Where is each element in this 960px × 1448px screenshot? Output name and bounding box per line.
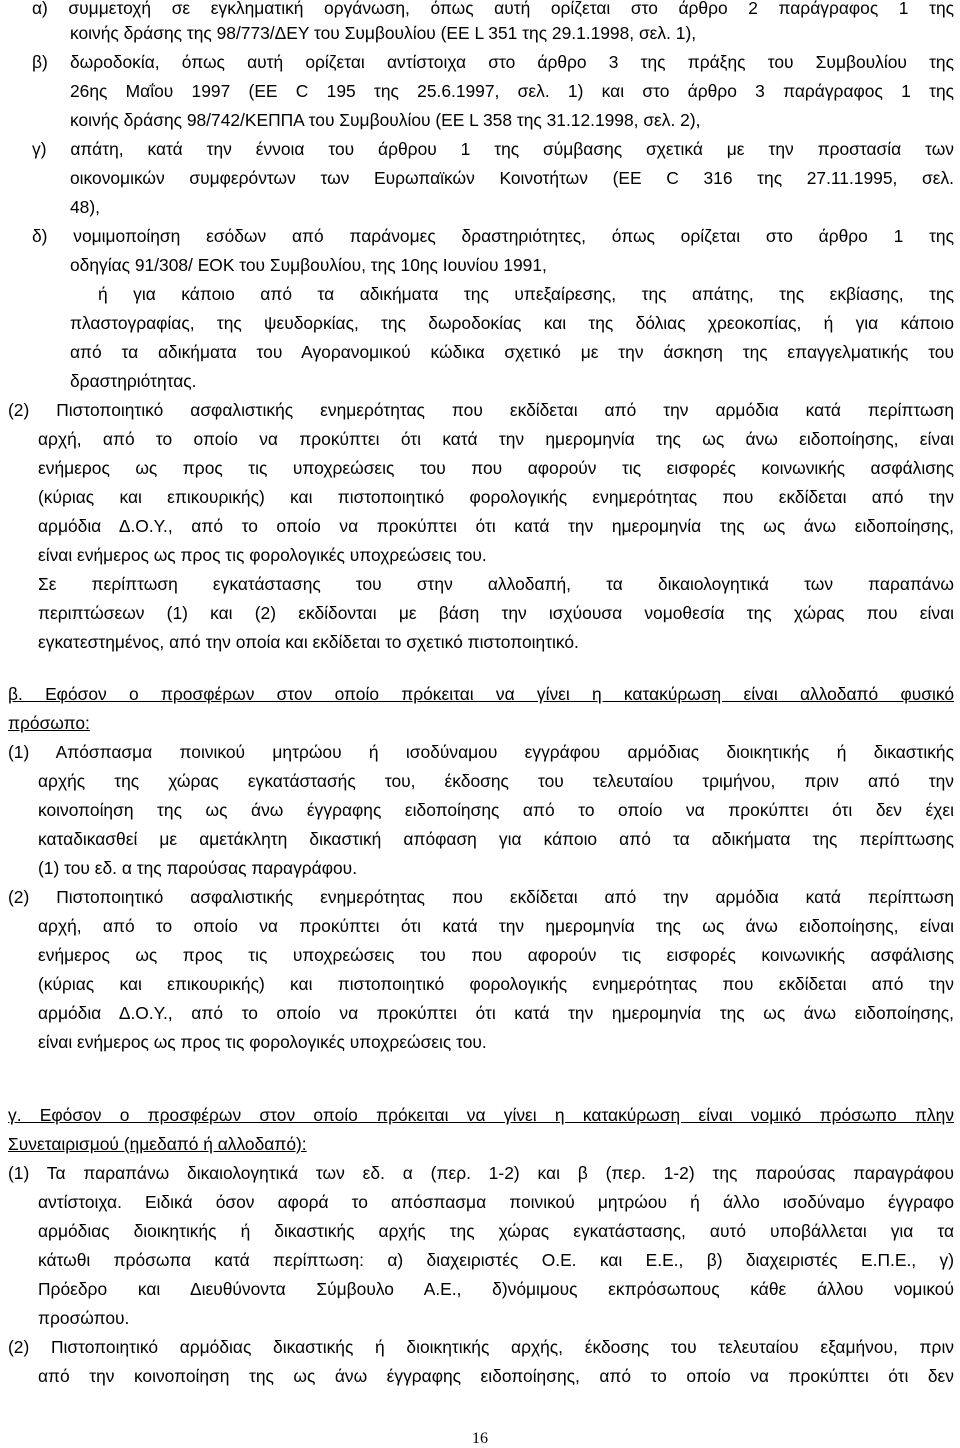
- text-line: ενήμερος ως προς τις υποχρεώσεις του που αφορούν τις εισφορές κοινωνικής ασφάλισης: [38, 458, 954, 478]
- section-c-heading: Συνεταιρισμού (ημεδαπό ή αλλοδαπό):: [8, 1134, 307, 1154]
- text-line: εγκατεστημένος, από την οποία και εκδίδεται το σχετικό πιστοποιητικό.: [38, 632, 579, 652]
- text-line: είναι ενήμερος ως προς τις φορολογικές υποχρεώσεις του.: [38, 545, 487, 565]
- text-line: αρχή, από το οποίο να προκύπτει ότι κατά την ημερομηνία της ως άνω ειδοποίησης, είναι: [38, 916, 954, 936]
- text-line: 48),: [70, 197, 100, 217]
- text-line: (κύριας και επικουρικής) και πιστοποιητικό φορολογικής ενημερότητας που εκδίδεται από την: [38, 974, 954, 994]
- text-line: ενήμερος ως προς τις υποχρεώσεις του που αφορούν τις εισφορές κοινωνικής ασφάλισης: [38, 945, 954, 965]
- text-line: (2) Πιστοποιητικό ασφαλιστικής ενημερότητας που εκδίδεται από την αρμόδια κατά περίπτωση: [8, 887, 954, 907]
- text-line: αρμόδια Δ.Ο.Υ., από το οποίο να προκύπτει ότι κατά την ημερομηνία της ως άνω ειδοποίησης,: [38, 1003, 954, 1023]
- text-line: αρχής της χώρας εγκατάστασής του, έκδοσης του τελευταίου τριμήνου, πριν από την: [38, 771, 954, 791]
- text-line: περιπτώσεων (1) και (2) εκδίδονται με βάση την ισχύουσα νομοθεσία της χώρας που είναι: [38, 603, 954, 623]
- text-line: οικονομικών συμφερόντων των Ευρωπαϊκών Κοινοτήτων (ΕΕ C 316 της 27.11.1995, σελ.: [70, 168, 954, 188]
- text-line: κάτωθι πρόσωπα κατά περίπτωση: α) διαχειριστές Ο.Ε. και Ε.Ε., β) διαχειριστές Ε.Π.Ε., γ): [38, 1250, 954, 1270]
- text-line: καταδικασθεί με αμετάκλητη δικαστική απόφαση για κάποιο από τα αδικήματα της περίπτωσης: [38, 829, 954, 849]
- text-line: α) συμμετοχή σε εγκληματική οργάνωση, όπως αυτή ορίζεται στο άρθρο 2 παράγραφος 1 της: [32, 0, 954, 18]
- text-line: γ) απάτη, κατά την έννοια του άρθρου 1 της σύμβασης σχετικά με την προστασία των: [32, 139, 954, 159]
- text-line: (1) Απόσπασμα ποινικού μητρώου ή ισοδύναμου εγγράφου αρμόδιας διοικητικής ή δικαστικής: [8, 742, 954, 762]
- text-line: 26ης Μαΐου 1997 (ΕΕ C 195 της 25.6.1997, σελ. 1) και στο άρθρο 3 παράγραφος 1 της: [70, 81, 954, 101]
- section-b-heading: β. Εφόσον ο προσφέρων στον οποίο πρόκειται να γίνει η κατακύρωση είναι αλλοδαπό φυσικό: [8, 684, 954, 704]
- text-line: κοινής δράσης 98/742/ΚΕΠΠΑ του Συμβουλίου (ΕΕ L 358 της 31.12.1998, σελ. 2),: [70, 110, 701, 130]
- text-line: (2) Πιστοποιητικό αρμόδιας δικαστικής ή διοικητικής αρχής, έκδοσης του τελευταίου εξαμήνου, πριν: [8, 1337, 954, 1357]
- text-line: (1) του εδ. α της παρούσας παραγράφου.: [38, 858, 358, 878]
- text-line: (1) Τα παραπάνω δικαιολογητικά των εδ. α (περ. 1-2) και β (περ. 1-2) της παρούσας παραγράφου: [8, 1163, 954, 1183]
- text-line: κοινοποίηση της ως άνω έγγραφης ειδοποίησης από το οποίο να προκύπτει ότι δεν έχει: [38, 800, 954, 820]
- text-line: Σε περίπτωση εγκατάστασης του στην αλλοδαπή, τα δικαιολογητικά των παραπάνω: [38, 574, 954, 594]
- text-line: δραστηριότητας.: [70, 371, 197, 391]
- text-line: β) δωροδοκία, όπως αυτή ορίζεται αντίστοιχα στο άρθρο 3 της πράξης του Συμβουλίου της: [32, 52, 954, 72]
- text-line: (κύριας και επικουρικής) και πιστοποιητικό φορολογικής ενημερότητας που εκδίδεται από την: [38, 487, 954, 507]
- text-line: αρμόδια Δ.Ο.Υ., από το οποίο να προκύπτει ότι κατά την ημερομηνία της ως άνω ειδοποίησης,: [38, 516, 954, 536]
- text-line: αρχή, από το οποίο να προκύπτει ότι κατά την ημερομηνία της ως άνω ειδοποίησης, είναι: [38, 429, 954, 449]
- text-line: Πρόεδρο και Διευθύνοντα Σύμβουλο Α.Ε., δ)νόμιμους εκπρόσωπους κάθε άλλου νομικού: [38, 1279, 954, 1299]
- text-line: πλαστογραφίας, της ψευδορκίας, της δωροδοκίας και της δόλιας χρεοκοπίας, ή για κάποιο: [70, 313, 954, 333]
- section-b-heading: πρόσωπο:: [8, 713, 90, 733]
- section-c-heading: γ. Εφόσον ο προσφέρων στον οποίο πρόκειται να γίνει η κατακύρωση είναι νομικό πρόσωπο πλην: [8, 1105, 954, 1125]
- text-line: (2) Πιστοποιητικό ασφαλιστικής ενημερότητας που εκδίδεται από την αρμόδια κατά περίπτωση: [8, 400, 954, 420]
- text-line: από την κοινοποίηση της ως άνω έγγραφης ειδοποίησης, από το οποίο να προκύπτει ότι δεν: [38, 1366, 954, 1386]
- text-line: είναι ενήμερος ως προς τις φορολογικές υποχρεώσεις του.: [38, 1032, 487, 1052]
- text-line: προσώπου.: [38, 1308, 130, 1328]
- text-line: αντίστοιχα. Ειδικά όσον αφορά το απόσπασμα ποινικού μητρώου ή άλλο ισοδύναμο έγγραφο: [38, 1192, 954, 1212]
- text-line: δ) νομιμοποίηση εσόδων από παράνομες δραστηριότητες, όπως ορίζεται στο άρθρο 1 της: [32, 226, 954, 246]
- page-number: 16: [472, 1430, 488, 1447]
- text-line: κοινής δράσης της 98/773/ΔΕΥ του Συμβουλίου (ΕΕ L 351 της 29.1.1998, σελ. 1),: [70, 23, 697, 43]
- text-line: ή για κάποιο από τα αδικήματα της υπεξαίρεσης, της απάτης, της εκβίασης, της: [98, 284, 954, 304]
- text-line: οδηγίας 91/308/ ΕΟΚ του Συμβουλίου, της 10ης Ιουνίου 1991,: [70, 255, 547, 275]
- text-line: από τα αδικήματα του Αγορανομικού κώδικα σχετικό με την άσκηση της επαγγελματικής του: [70, 342, 954, 362]
- text-line: αρμόδιας διοικητικής ή δικαστικής αρχής της χώρας εγκατάστασης, αυτό υποβάλλεται για τα: [38, 1221, 954, 1241]
